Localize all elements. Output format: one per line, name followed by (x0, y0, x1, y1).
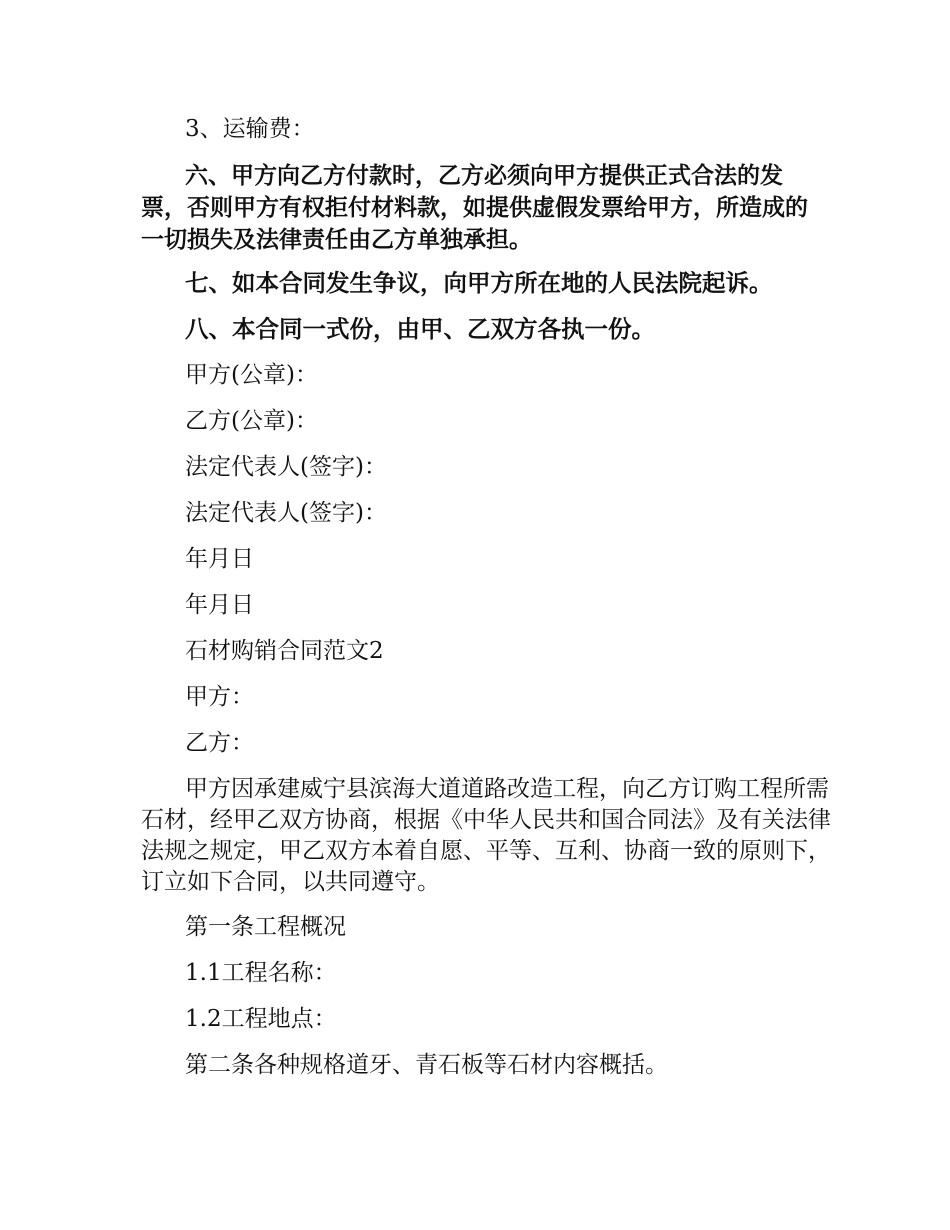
date-a: 年月日 (185, 546, 254, 572)
article-two-heading: 第二条各种规格道牙、青石板等石材内容概括。 (185, 1052, 668, 1078)
transport-fee-line: 3、运输费： (185, 116, 315, 142)
clause-eight: 八、本合同一式份，由甲、乙双方各执一份。 (185, 315, 655, 343)
intro-paragraph: 甲方因承建威宁县滨海大道道路改造工程，向乙方订购工程所需石材，经甲乙双方协商，根据《中华人民共和国合同法》及有关法律法规之规定，甲乙双方本着自愿、平等、互利、协商一致的原则下，订立如下合同，以共同遵守。 (141, 776, 831, 895)
party-b-label: 乙方： (185, 730, 254, 756)
article-one-heading: 第一条工程概况 (185, 914, 346, 940)
section-title-sample-2: 石材购销合同范文2 (185, 638, 384, 664)
project-name-line: 1.1工程名称： (185, 960, 337, 986)
party-a-label: 甲方： (185, 684, 254, 710)
legal-rep-signature-b: 法定代表人(签字)： (185, 500, 387, 526)
project-location-line: 1.2工程地点： (185, 1006, 337, 1032)
legal-rep-signature-a: 法定代表人(签字)： (185, 454, 387, 480)
clause-seven: 七、如本合同发生争议，向甲方所在地的人民法院起诉。 (185, 269, 773, 297)
party-b-seal: 乙方(公章)： (185, 408, 318, 434)
party-a-seal: 甲方(公章)： (185, 362, 318, 388)
date-b: 年月日 (185, 592, 254, 618)
clause-six: 六、甲方向乙方付款时，乙方必须向甲方提供正式合法的发票，否则甲方有权拒付材料款，如提供虚假发票给甲方，所造成的一切损失及法律责任由乙方单独承担。 (141, 162, 808, 253)
